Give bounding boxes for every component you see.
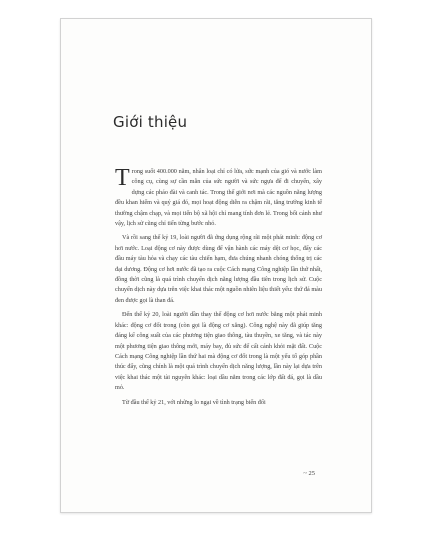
chapter-title: Giới thiệu (113, 113, 188, 131)
paragraph-1 (115, 167, 322, 229)
paragraph-3: Đến thế kỷ 20, loài người dần thay thế động cơ hơi nước bằng một phát minh khác: động cơ đốt trong (còn gọi là động cơ xăng). Công nghệ này đã giúp tăng đáng kể công suất của các phương tiện giao thông, tàu thuyền, xe tăng, và tác này một phương tiện giao thông mới, máy bay, đủ sức để cất cánh khỏi mặt đất. Cuộc Cách mạng Công nghiệp lần thứ hai mà động cơ đốt trong là một yếu tố góp phần thúc đẩy, cũng chính là một quá trình chuyển dịch năng lượng, lần này lại dựa trên việc khai thác một tài nguyên khác: loại dầu nằm trong các lớp đất đá, gọi là dầu mỏ. (115, 311, 322, 392)
book-page (60, 18, 372, 513)
paragraph-4: Từ đầu thế kỷ 21, với những lo ngại về tình trạng biến đổi (122, 398, 266, 406)
drop-cap: T (115, 165, 130, 191)
page-number: ~ 25 (303, 470, 315, 477)
body-text (115, 167, 322, 412)
paragraph-2: Và rồi sang thế kỷ 19, loài người đã ứng dụng rộng rãi một phát minh: động cơ hơi nước. Loại động cơ này được dùng để vận hành các máy dệt cơ học, đẩy các đầu máy tàu hỏa và chạy các tàu chiến hạm, đưa chúng nhanh chóng thống trị các đại dương. Động cơ hơi nước đã tạo ra cuộc Cách mạng Công nghiệp lần thứ nhất, đồng thời cũng là quá trình chuyển dịch năng lượng đầu tiên trong lịch sử. Cuộc chuyển dịch này dựa trên việc khai thác một nguồn nhiên liệu thiết yếu: thứ đá màu đen được gọi là than đá. (115, 234, 322, 304)
paragraph-1-text: rong suốt 400.000 năm, nhân loại chỉ có lửa, sức mạnh của gió và nước làm công cụ, cùng sự cần mẫn của sức người và sức ngựa để đi chuyển, xây dựng các pháo đài và canh tác. Trong thế giới nơi mà các nguồn năng lượng đều khan hiếm và quý giá đó, mọi hoạt động diễn ra chậm rãi, tăng trưởng kinh tế thường chậm chạp, và mọi tiến bộ xã hội chỉ mang tính đơn lẻ. Trong bối cảnh như vậy, lịch sử cũng chỉ tiến từng bước nhỏ. (115, 168, 322, 228)
